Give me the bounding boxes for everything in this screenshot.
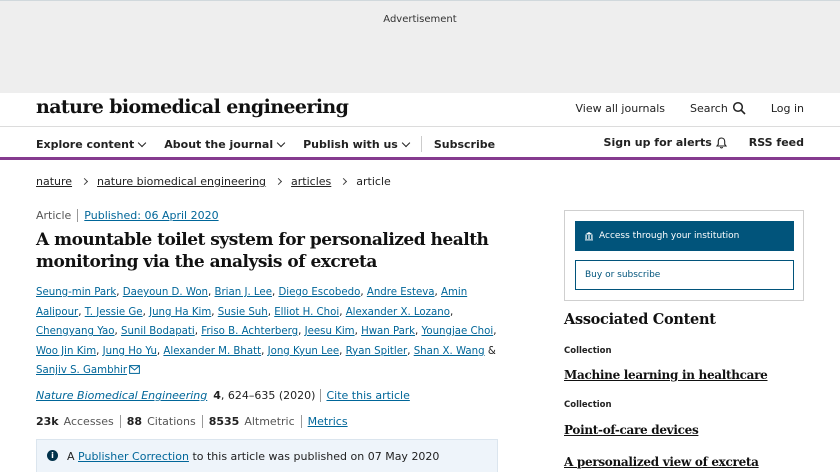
view-all-journals-link[interactable]: View all journals [575, 101, 666, 115]
mail-icon[interactable] [129, 365, 140, 374]
author-link[interactable]: Sunil Bodapati [120, 326, 195, 338]
assoc-item-link[interactable]: A personalized view of excreta [564, 455, 759, 469]
institution-icon [584, 231, 594, 241]
author-separator: , [114, 326, 121, 338]
altmetric-label: Altmetric [244, 415, 295, 428]
author-separator: , [339, 345, 346, 357]
notice-suffix: to this article was published on 07 May 2020 [192, 450, 440, 463]
publisher-correction-link[interactable]: Publisher Correction [78, 450, 189, 463]
author-link[interactable]: Alexander M. Bhatt [163, 345, 262, 357]
nav-publish-label: Publish with us [303, 137, 398, 151]
citations-count: 88 [126, 415, 143, 428]
author-separator: , [142, 306, 150, 318]
article-meta [36, 209, 219, 222]
assoc-item-link[interactable]: Point-of-care devices [564, 423, 699, 437]
accesses-count: 23k [36, 415, 59, 428]
author-separator: , [449, 306, 454, 318]
nav-about-label: About the journal [164, 137, 274, 151]
nav-divider [421, 136, 422, 152]
author-separator: , [116, 287, 123, 298]
published-date-link[interactable]: Published: 06 April 2020 [84, 209, 219, 222]
author-separator: , [407, 345, 414, 357]
breadcrumb-articles[interactable]: articles [291, 175, 332, 188]
author-link[interactable]: Ryan Spitler [345, 345, 408, 357]
author-separator: , [194, 326, 202, 338]
metrics-divider [202, 415, 203, 428]
author-link[interactable]: Brian J. Lee [214, 287, 272, 298]
author-link[interactable]: Chengyang Yao [36, 326, 115, 338]
author-separator: , [298, 326, 305, 338]
correction-notice [36, 439, 498, 472]
accesses-label: Accesses [63, 415, 114, 428]
author-link[interactable]: Friso B. Achterberg [201, 326, 299, 338]
institution-button-label: Access through your institution [599, 231, 740, 241]
chevron-down-icon [277, 138, 285, 146]
chevron-right-icon [340, 178, 347, 185]
metrics-divider [301, 415, 302, 428]
author-separator: , [78, 306, 85, 318]
author-separator: , [415, 326, 422, 338]
author-link[interactable]: Youngjae Choi [421, 326, 494, 338]
buy-or-subscribe-button[interactable]: Buy or subscribe [575, 260, 794, 290]
advertisement-banner [0, 0, 840, 93]
citation-divider [320, 389, 321, 402]
nav-publish-with-us[interactable] [303, 136, 409, 152]
chevron-right-icon [275, 178, 282, 185]
author-link[interactable]: Jeesu Kim [304, 326, 355, 338]
citations-label: Citations [147, 415, 196, 428]
author-link[interactable]: Jung Ho Yu [102, 345, 157, 357]
notice-prefix: A [67, 450, 75, 463]
author-link[interactable]: Susie Suh [217, 306, 268, 318]
author-and: & [484, 345, 496, 357]
author-separator: , [493, 326, 497, 338]
meta-divider [77, 209, 78, 222]
author-link[interactable]: Woo Jin Kim [36, 345, 97, 357]
advertisement-label: Advertisement [383, 14, 457, 25]
bell-icon [716, 137, 727, 149]
author-list [36, 283, 514, 381]
sign-up-alerts-button[interactable] [604, 136, 727, 149]
nav-subscribe[interactable]: Subscribe [433, 137, 496, 151]
login-link[interactable]: Log in [770, 101, 804, 115]
nav-explore-content[interactable] [36, 136, 145, 152]
author-link[interactable]: Alexander X. Lozano [345, 306, 450, 318]
altmetric-score: 8535 [208, 415, 240, 428]
author-link[interactable]: Hwan Park [361, 326, 416, 338]
author-separator: , [354, 326, 362, 338]
article-title: A mountable toilet system for personalized health monitoring via the analysis of excreta [36, 230, 489, 272]
author-link[interactable]: Sanjiv S. Gambhir [36, 365, 128, 377]
nav-explore-label: Explore content [36, 137, 135, 151]
author-link[interactable]: Amin Aalipour [36, 287, 468, 318]
author-separator: , [261, 345, 268, 357]
author-separator: , [267, 306, 275, 318]
assoc-item-kind: Collection [564, 400, 612, 410]
breadcrumb [36, 175, 391, 188]
info-icon: i [47, 450, 58, 461]
assoc-item-kind: Collection [564, 346, 612, 356]
author-separator: , [339, 306, 346, 318]
breadcrumb-current: article [356, 175, 391, 188]
journal-name-link[interactable]: Nature Biomedical Engineering [36, 389, 208, 402]
author-separator: , [211, 306, 218, 318]
author-separator: , [434, 287, 441, 298]
author-link[interactable]: T. Jessie Ge [84, 306, 143, 318]
author-link[interactable]: Shan X. Wang [413, 345, 485, 357]
rss-feed-link[interactable]: RSS feed [748, 136, 804, 149]
main-nav [0, 127, 840, 160]
top-header [0, 93, 840, 127]
author-link[interactable]: Andre Esteva [366, 287, 435, 298]
journal-volume: 4 [213, 389, 221, 402]
author-link[interactable]: Jung Ha Kim [149, 306, 212, 318]
alerts-label: Sign up for alerts [603, 136, 712, 149]
cite-article-link[interactable]: Cite this article [326, 389, 410, 402]
assoc-item-link[interactable]: Machine learning in healthcare [564, 368, 768, 382]
author-separator: , [156, 345, 164, 357]
search-icon [732, 101, 746, 115]
journal-citation [36, 389, 410, 402]
chevron-down-icon [402, 138, 410, 146]
journal-pages: , 624–635 (2020) [220, 389, 316, 402]
nav-about-journal[interactable] [164, 136, 284, 152]
author-link[interactable]: Daeyoun D. Won [122, 287, 209, 298]
breadcrumb-journal[interactable]: nature biomedical engineering [97, 175, 267, 188]
author-link[interactable]: Diego Escobedo [278, 287, 361, 298]
article-type: Article [36, 209, 72, 222]
article-metrics [36, 415, 348, 428]
breadcrumb-nature[interactable]: nature [36, 175, 73, 188]
access-institution-button[interactable] [575, 221, 794, 251]
search-button[interactable] [690, 101, 746, 115]
metrics-divider [120, 415, 121, 428]
search-label: Search [690, 101, 728, 115]
author-link[interactable]: Jong Kyun Lee [267, 345, 340, 357]
journal-logo[interactable]: nature biomedical engineering [36, 96, 349, 118]
author-separator: , [360, 287, 367, 298]
chevron-down-icon [138, 138, 146, 146]
metrics-link[interactable]: Metrics [307, 415, 348, 428]
author-separator: , [271, 287, 279, 298]
access-box [564, 210, 804, 301]
chevron-right-icon [81, 178, 88, 185]
author-link[interactable]: Seung-min Park [36, 287, 117, 298]
author-link[interactable]: Elliot H. Choi [274, 306, 340, 318]
associated-content-heading: Associated Content [564, 311, 716, 328]
author-separator: , [208, 287, 215, 298]
author-separator: , [96, 345, 103, 357]
